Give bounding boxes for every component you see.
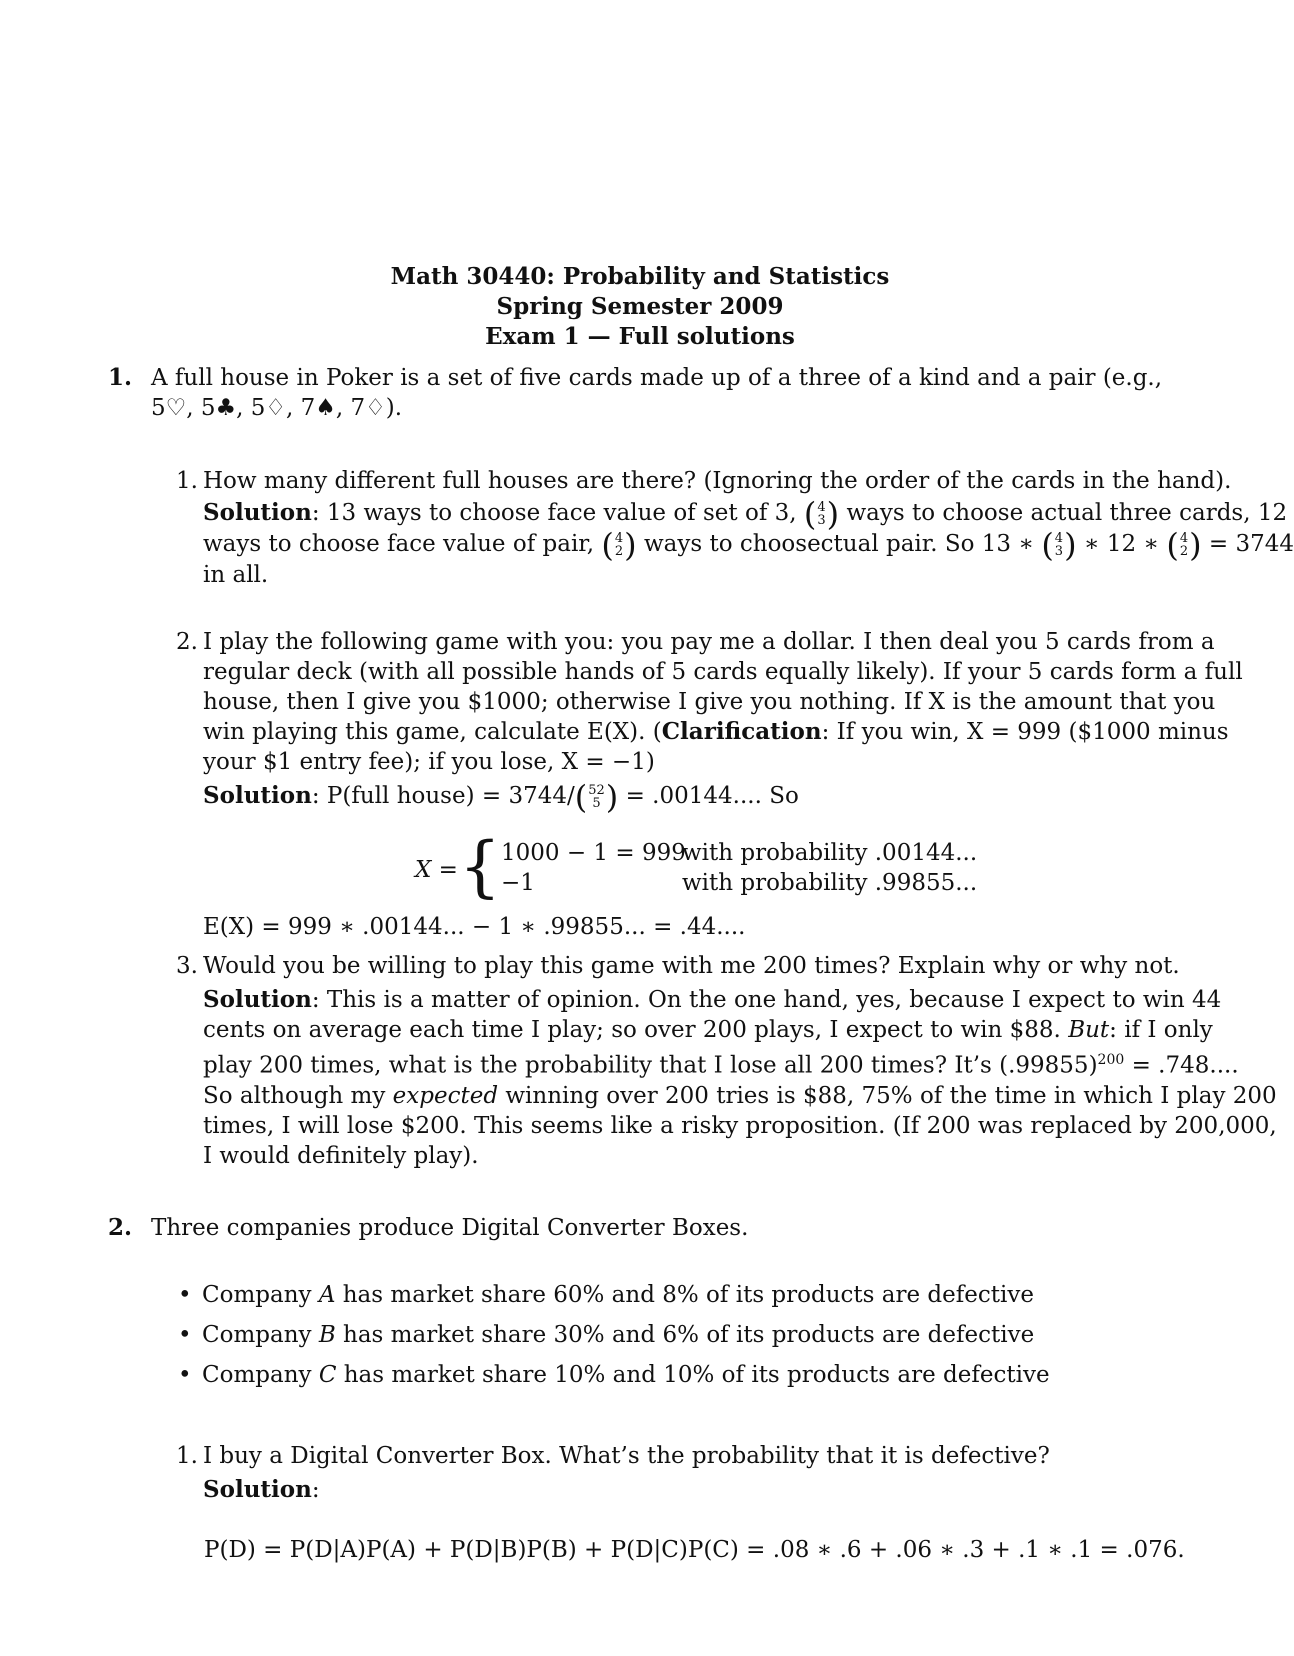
list-item — [178, 1320, 1078, 1360]
solution-text: : This is a matter of opinion. On the one hand, yes, because I expect to win 44 — [311, 987, 1222, 1013]
solution-line — [203, 1015, 1213, 1045]
binomial-4-3: ( 4 3 ) — [803, 495, 840, 533]
q2-part-1 — [176, 1441, 1170, 1505]
q1-part-2-body — [203, 627, 1243, 816]
bullet-icon: • — [178, 1322, 192, 1348]
binom-top: 4 — [1179, 531, 1189, 546]
binom-top: 52 — [588, 783, 605, 798]
part-question-line: I play the following game with you: you pay me a dollar. I then deal you 5 cards from a — [203, 629, 1215, 655]
solution-line — [203, 1475, 1170, 1505]
solution-line: in all. — [203, 562, 269, 588]
solution-label: Solution — [203, 986, 312, 1013]
random-variable-cases — [415, 828, 978, 905]
solution-text: = .00144.... So — [618, 783, 799, 809]
clarification-label: Clarification — [661, 718, 822, 745]
list-item-text: has market share 30% and 6% of its products are defective — [335, 1322, 1035, 1348]
binomial-4-3: ( 4 3 ) — [1041, 526, 1077, 564]
q1-part-3 — [176, 951, 1277, 1171]
part-question-line: regular deck (with all possible hands of 5 cards equally likely). If your 5 cards form a full — [203, 659, 1243, 685]
total-probability-formula: P(D) = P(D|A)P(A) + P(D|B)P(B) + P(D|C)P(C) = .08 ∗ .6 + .06 ∗ .3 + .1 ∗ .1 = .076. — [204, 1537, 1185, 1563]
binom-top: 4 — [1054, 531, 1064, 546]
case-1-value: 1000 − 1 = 999 — [501, 840, 686, 866]
solution-text: ∗ 12 ∗ — [1076, 531, 1167, 557]
solution-text: So although my — [203, 1082, 393, 1109]
binomial-4-2: ( 4 2 ) — [601, 526, 637, 564]
solution-line: times, I will lose $200. This seems like a risky proposition. (If 200 was replaced by 200,000, — [203, 1112, 1277, 1139]
expected-value-line: E(X) = 999 ∗ .00144... − 1 ∗ .99855... = .44.... — [203, 914, 746, 940]
solution-line — [203, 985, 1222, 1015]
question-text: win playing this game, calculate E(X). ( — [203, 719, 662, 745]
list-item-text: has market share 60% and 8% of its products are defective — [335, 1282, 1034, 1308]
question-text: : If you win, X = 999 ($1000 minus — [821, 719, 1229, 745]
bullet-icon: • — [178, 1362, 192, 1388]
binomial-52-5: ( 52 5 ) — [574, 778, 619, 816]
course-title: Math 30440: Probability and Statistics — [390, 263, 890, 290]
question-1-line: A full house in Poker is a set of five cards made up of a three of a kind and a pair (e.g., — [151, 365, 1163, 391]
question-1-text — [151, 363, 1168, 423]
solution-line — [203, 526, 1294, 564]
company-list — [178, 1280, 1078, 1400]
solution-line — [203, 1045, 1239, 1081]
binom-top: 4 — [817, 500, 826, 515]
list-item-text: Company — [202, 1322, 319, 1348]
q1-part-3-body — [203, 951, 1277, 1171]
solution-text: : P(full house) = 3744/ — [311, 783, 575, 809]
part-question-line — [203, 717, 1229, 747]
company-variable: C — [318, 1362, 337, 1388]
case-2-probability: with probability .99855... — [682, 870, 978, 896]
card-example: 5♡, 5♣, 5♢, 7♠, 7♢). — [151, 395, 403, 421]
solution-text: = .748.... — [1124, 1052, 1239, 1079]
solution-text: winning over 200 tries is $88, 75% of the time in which I play 200 — [498, 1082, 1277, 1109]
exam-title: Exam 1 — Full solutions — [485, 323, 795, 350]
emphasis-text: But — [1068, 1017, 1110, 1043]
binom-bottom: 3 — [817, 513, 826, 528]
question-number: 1. — [108, 364, 133, 391]
part-question-line: your $1 entry fee); if you lose, X = −1) — [203, 749, 655, 775]
solution-label: Solution — [203, 1476, 312, 1503]
solution-label: Solution — [203, 499, 312, 526]
emphasis-text: expected — [392, 1082, 499, 1109]
part-question: How many different full houses are there? (Ignoring the order of the cards in the hand). — [203, 468, 1232, 494]
binomial-4-2: ( 4 2 ) — [1166, 526, 1202, 564]
list-item — [178, 1360, 1078, 1400]
part-question: Would you be willing to play this game with me 200 times? Explain why or why not. — [203, 953, 1180, 979]
solution-line: I would definitely play). — [203, 1142, 479, 1169]
question-2 — [108, 1213, 1168, 1243]
exponent: 200 — [1097, 1052, 1125, 1068]
q1-part-1 — [176, 466, 1294, 590]
part-number: 1. — [176, 468, 198, 494]
part-question: I buy a Digital Converter Box. What’s the probability that it is defective? — [203, 1443, 1050, 1469]
solution-text: = 3744 — [1201, 531, 1294, 557]
solution-text: : 13 ways to choose face value of set of 3, — [311, 500, 804, 526]
list-item-text: Company — [202, 1362, 319, 1388]
question-2-text: Three companies produce Digital Converter Boxes. — [151, 1215, 749, 1241]
solution-text: cents on average each time I play; so over 200 plays, I expect to win $88. — [203, 1017, 1069, 1043]
solution-text: play 200 times, what is the probability that I lose all 200 times? It’s (.99855) — [203, 1052, 1098, 1079]
solution-colon: : — [311, 1477, 320, 1503]
solution-line — [203, 778, 1170, 816]
company-variable: B — [318, 1322, 336, 1348]
binom-top: 4 — [614, 531, 624, 546]
binom-bottom: 5 — [592, 796, 601, 811]
q1-part-2 — [176, 627, 1243, 816]
cases-lhs: X = — [415, 857, 458, 883]
solution-line — [203, 1081, 1277, 1111]
solution-text: ways to choose actual three cards, 12 — [839, 500, 1288, 526]
part-number: 2. — [176, 629, 198, 655]
binom-bottom: 2 — [1179, 544, 1189, 559]
q2-part-1-body — [203, 1441, 1170, 1505]
solution-text: ways to choosectual pair. So 13 ∗ — [636, 531, 1042, 557]
left-brace: { — [459, 828, 501, 905]
solution-label: Solution — [203, 782, 312, 809]
part-number: 1. — [176, 1443, 198, 1469]
list-item-text: has market share 10% and 10% of its products are defective — [336, 1362, 1050, 1388]
list-item — [178, 1280, 1078, 1320]
bullet-icon: • — [178, 1282, 192, 1308]
company-variable: A — [318, 1282, 336, 1308]
binom-bottom: 3 — [1054, 544, 1064, 559]
question-number: 2. — [108, 1214, 133, 1241]
part-question-line: house, then I give you $1000; otherwise I give you nothing. If X is the amount that you — [203, 689, 1216, 715]
part-number: 3. — [176, 953, 198, 979]
question-1 — [108, 363, 1168, 423]
binom-bottom: 2 — [614, 544, 624, 559]
case-1-probability: with probability .00144... — [682, 840, 978, 866]
solution-line — [203, 495, 1288, 533]
solution-text: : if I only — [1109, 1017, 1213, 1043]
exam-header — [0, 262, 1280, 352]
solution-text: ways to choose face value of pair, — [203, 531, 602, 557]
semester: Spring Semester 2009 — [496, 293, 784, 320]
list-item-text: Company — [202, 1282, 319, 1308]
q1-part-1-body — [203, 466, 1294, 590]
case-2-value: −1 — [501, 870, 535, 896]
